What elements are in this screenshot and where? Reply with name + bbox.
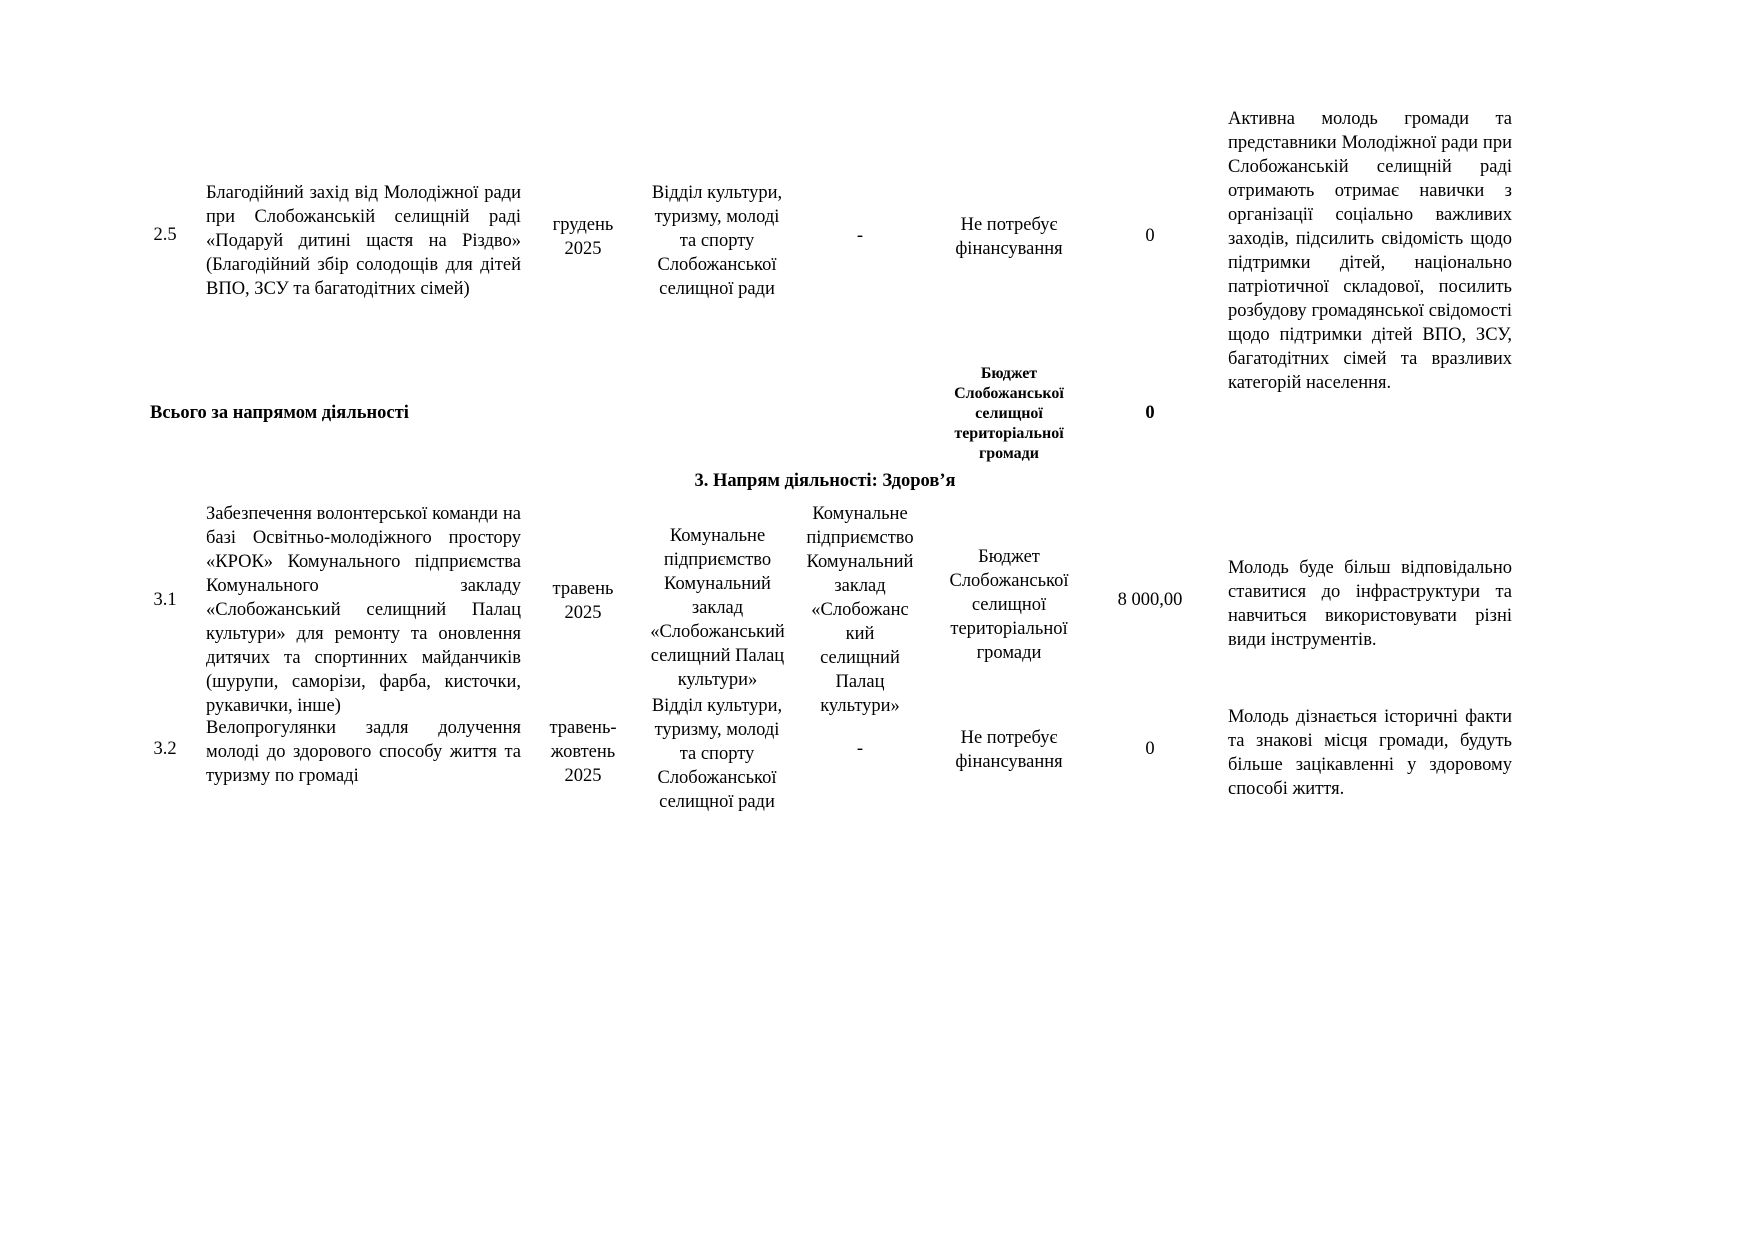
row-2-5-activity: Благодійний захід від Молодіжної ради при Слобожанській селищній раді «Подаруй дитині щастя на Різдво» (Благодійний збір солодощів для дітей ВПО, ЗСУ та багатодітних сімей): [206, 183, 521, 299]
row-3-1-term: травень 2025: [552, 579, 614, 623]
partner-line: заклад: [834, 576, 886, 596]
row-3-1-expected-result: Молодь буде більш відповідально ставитися до інфраструктури та навчиться використовувати різні види інструментів.: [1228, 558, 1512, 650]
row-3-2-partner: -: [856, 739, 864, 759]
total-amount: 0: [1145, 403, 1155, 423]
row-3-2-amount: 0: [1145, 739, 1155, 759]
total-funding-source: Бюджет Слобожанської селищної територіальної громади: [954, 365, 1064, 462]
row-3-1-funding-source: Бюджет Слобожанської селищної територіальної громади: [949, 547, 1069, 663]
row-3-1-number: 3.1: [153, 590, 177, 610]
partner-line: Комунальний: [806, 552, 914, 572]
row-3-2-number: 3.2: [153, 739, 177, 759]
partner-line: підприємство: [806, 528, 914, 548]
row-3-1-executor: Комунальне підприємство Комунальний заклад «Слобожанський селищний Палац культури»: [650, 526, 785, 690]
row-3-2-funding-source: Не потребує фінансування: [955, 728, 1063, 772]
row-2-5-executor: Відділ культури, туризму, молоді та спорту Слобожанської селищної ради: [651, 183, 783, 299]
term-line: 2025: [564, 766, 602, 786]
row-2-5-term: грудень 2025: [552, 215, 614, 259]
row-3-1-partner: [800, 502, 920, 718]
partner-line: селищний: [820, 648, 900, 668]
partner-line: Комунальне: [812, 504, 908, 524]
row-3-1-amount: 8 000,00: [1117, 590, 1183, 610]
row-3-2-executor: Відділ культури, туризму, молоді та спорту Слобожанської селищної ради: [651, 696, 783, 812]
section-3-heading: 3. Напрям діяльності: Здоров’я: [694, 471, 956, 491]
row-2-5-amount: 0: [1145, 226, 1155, 246]
partner-line: Палац: [835, 672, 885, 692]
term-line: травень-: [549, 718, 617, 738]
term-line: жовтень: [550, 742, 616, 762]
row-2-5-expected-result: Активна молодь громади та представники Молодіжної ради при Слобожанській селищній раді отримають отримає навички з організації соціально важливих заходів, підсилить свідомість щодо підтримки дітей, національно патріотичної складової, посилить розбудову громадянської свідомості щодо підтримки дітей ВПО, ЗСУ, багатодітних сімей та вразливих категорій населення.: [1228, 109, 1512, 393]
row-2-5-funding-source: Не потребує фінансування: [955, 215, 1063, 259]
partner-line: «Слобожанс: [811, 600, 909, 620]
partner-line: кий: [845, 624, 875, 644]
partner-line: культури»: [820, 696, 900, 716]
row-3-2-activity: Велопрогулянки задля долучення молоді до здорового способу життя та туризму по громаді: [206, 718, 521, 786]
total-label: Всього за напрямом діяльності: [150, 403, 409, 423]
row-3-1-activity: Забезпечення волонтерської команди на базі Освітньо-молодіжного простору «КРОК» Комунального підприємства Комунального закладу «Слобожанський селищний Палац культури» для ремонту та оновлення дитячих та спортинних майданчиків (шурупи, саморізи, фарба, кисточки, рукавички, інше): [206, 504, 521, 716]
row-2-5-partner: -: [856, 226, 864, 246]
row-2-5-number: 2.5: [153, 225, 177, 245]
row-3-2-expected-result: Молодь дізнається історичні факти та знакові місця громади, будуть більше зацікавленні у здоровому способі життя.: [1228, 707, 1512, 799]
row-3-2-term: [540, 716, 626, 788]
